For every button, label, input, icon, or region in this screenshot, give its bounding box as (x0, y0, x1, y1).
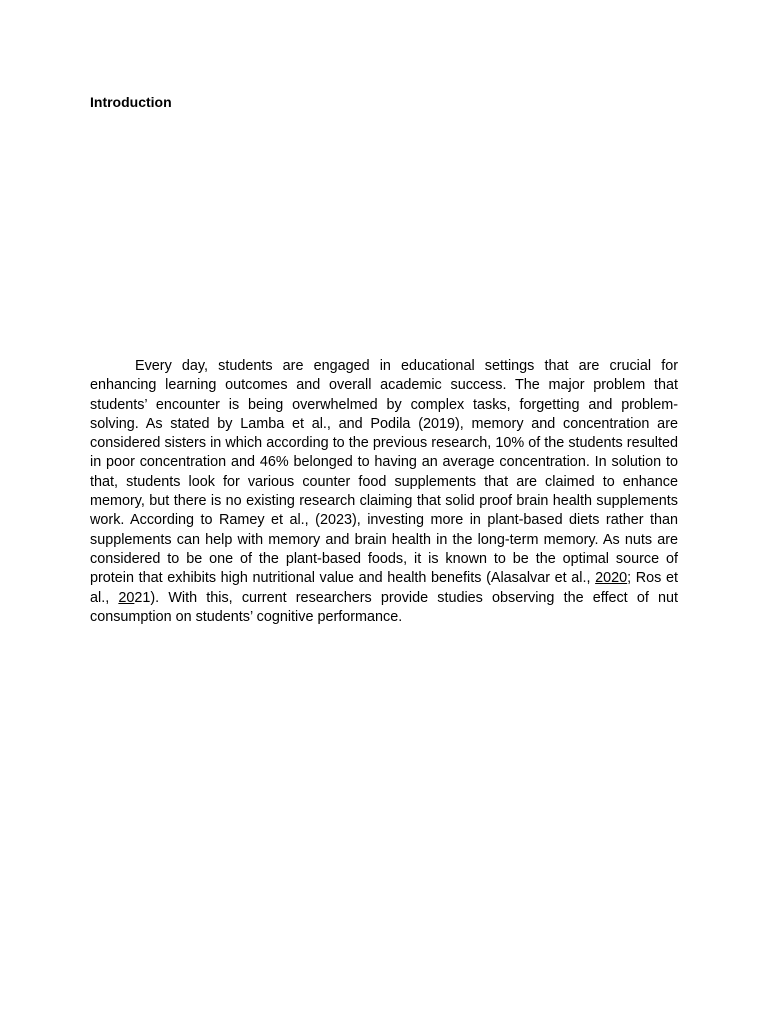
paragraph-text-3: 21). With this, current researchers provide studies observing the effect of nut consumption on students’ cognitive performance. (90, 589, 678, 625)
page-title: Introduction (90, 94, 172, 110)
intro-paragraph (90, 357, 678, 627)
citation-link-2021[interactable]: 20 (118, 589, 135, 606)
paragraph-text-1: Every day, students are engaged in educational settings that are crucial for enhancing learning outcomes and overall academic success. The major problem that students’ encounter is being overwhelmed by complex tasks, forgetting and problem-solving. As stated by Lamba et al., and Podila (2019), memory and concentration are considered sisters in which according to the previous research, 10% of the students resulted in poor concentration and 46% belonged to having an average concentration. In solution to that, students look for various counter food supplements that are claimed to enhance memory, but there is no existing research claiming that solid proof brain health supplements work. According to Ramey et al., (2023), investing more in plant-based diets rather than supplements can help with memory and brain health in the long-term memory. As nuts are considered to be one of the plant-based foods, it is known to be the optimal source of protein that exhibits high nutritional value and health benefits (Alasalvar et al., (90, 358, 678, 587)
citation-link-2020[interactable]: 2020 (595, 570, 628, 587)
paragraph-text-2: ; Ros et al., (90, 570, 678, 606)
